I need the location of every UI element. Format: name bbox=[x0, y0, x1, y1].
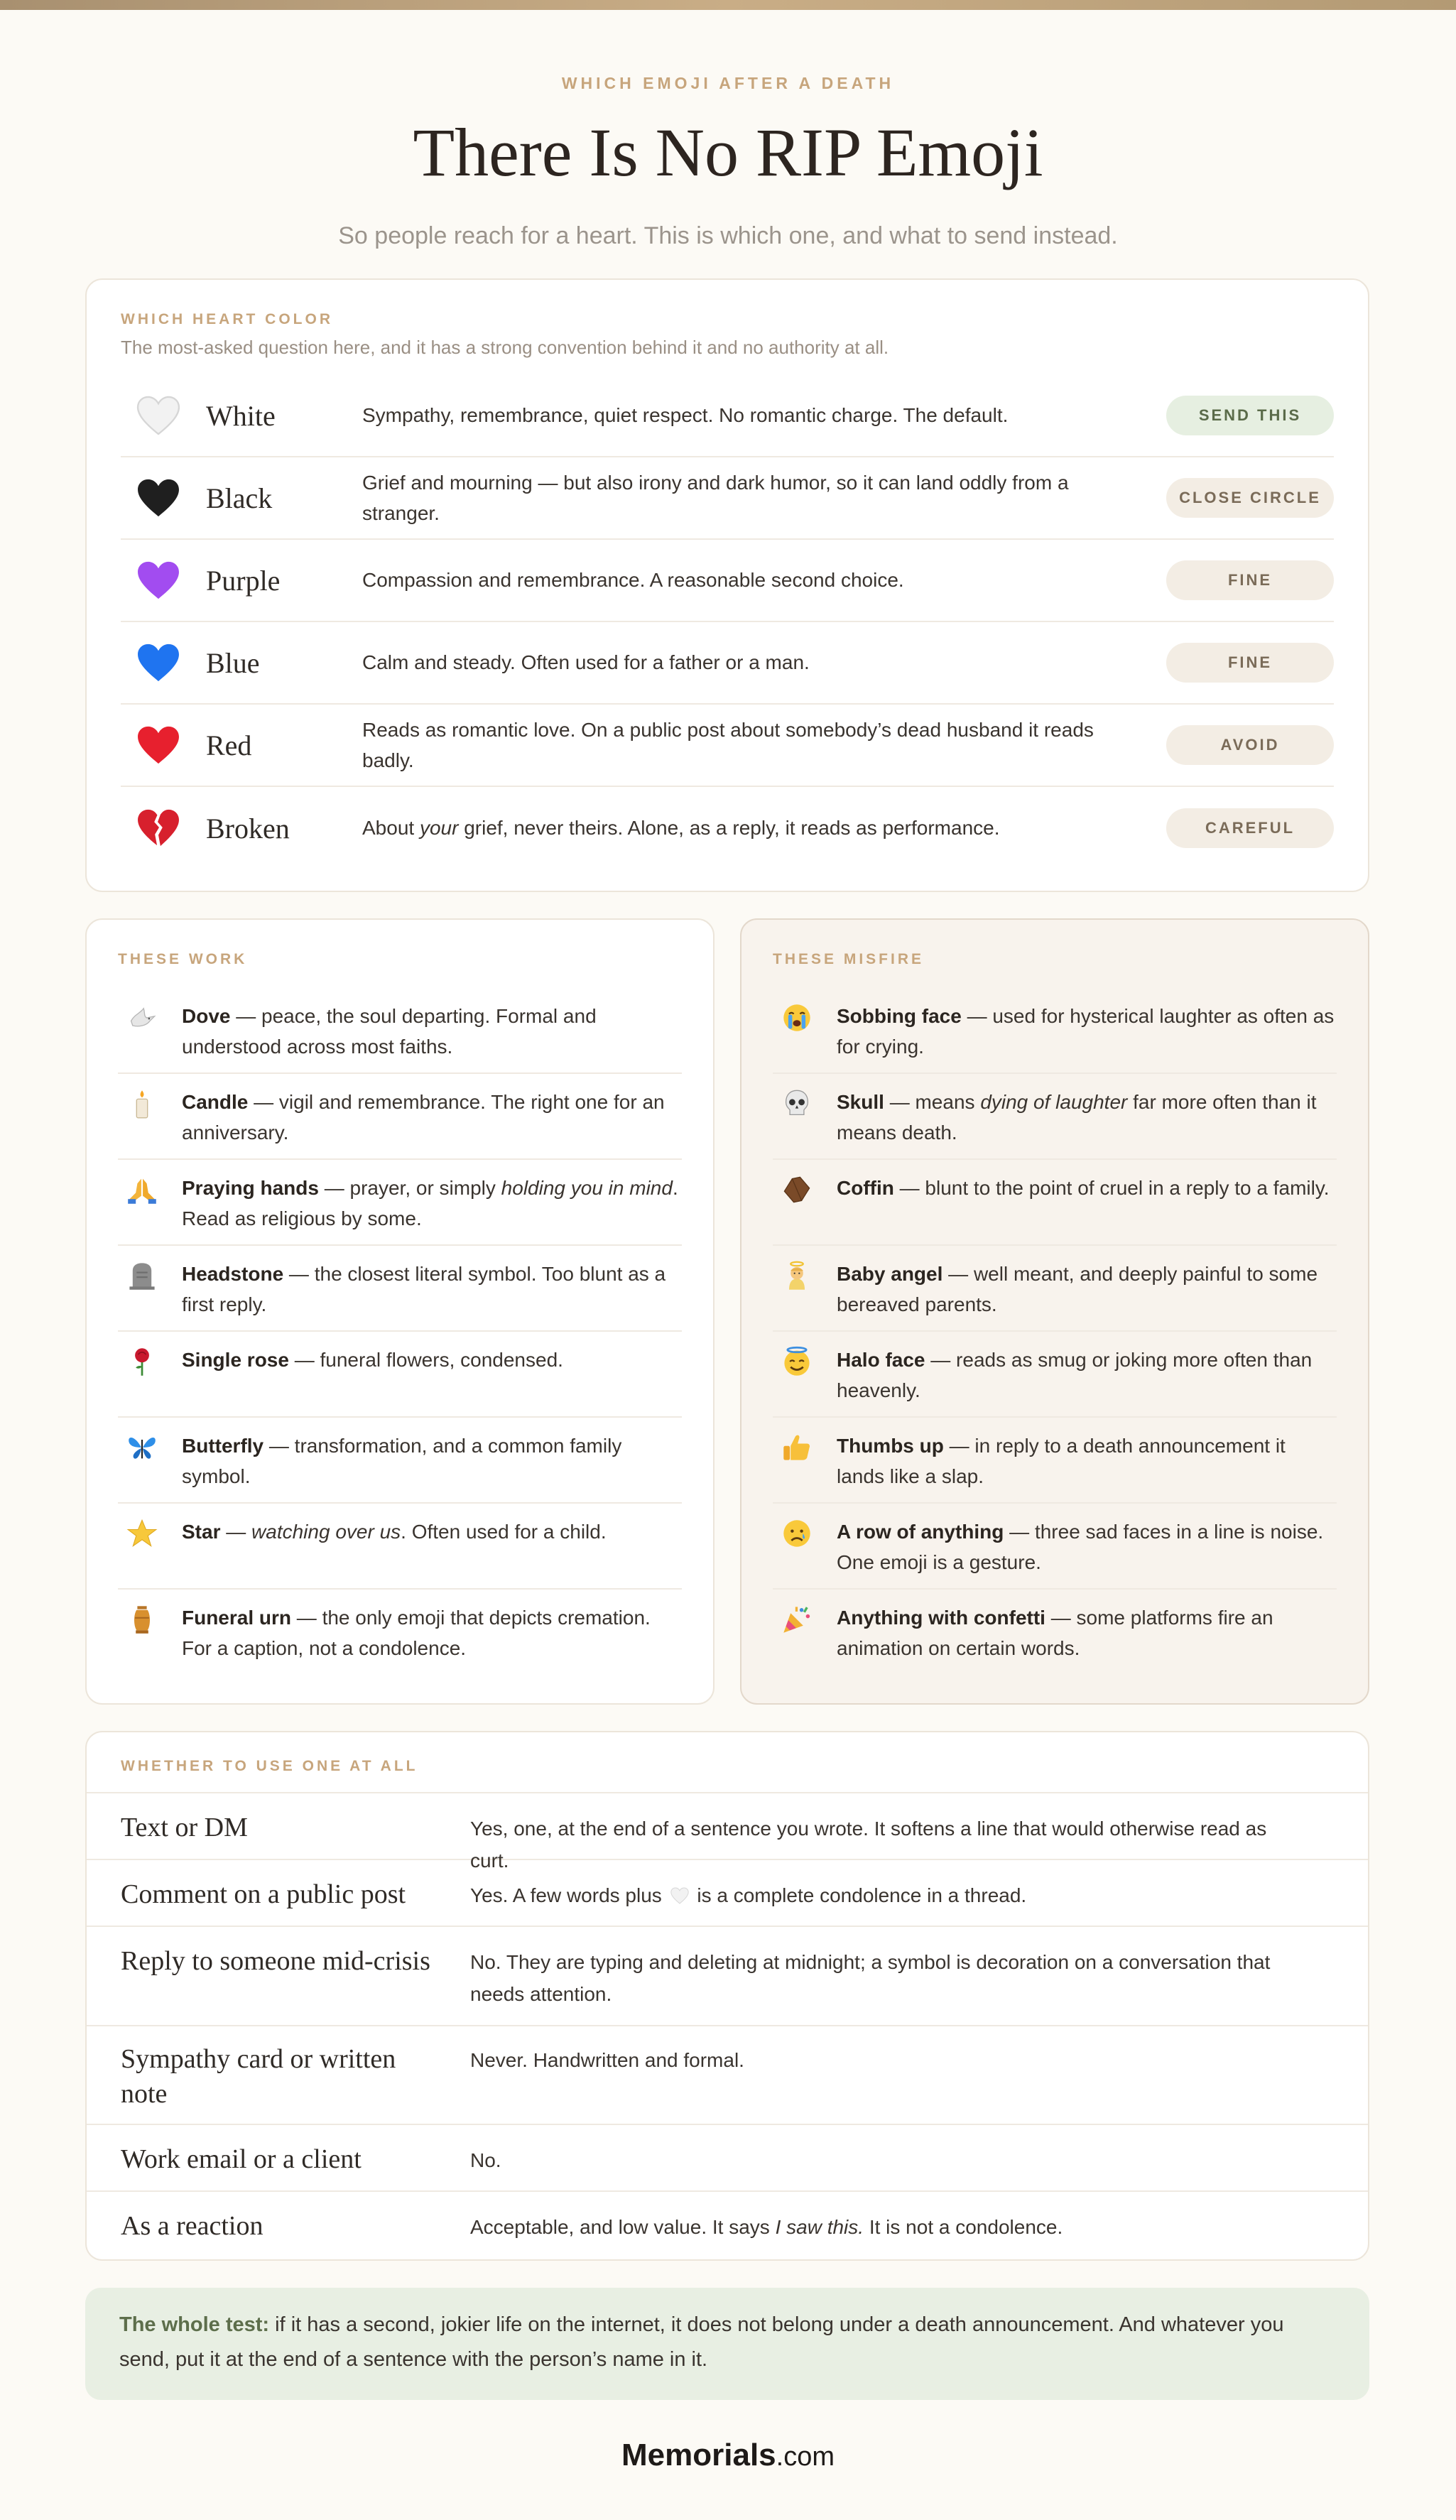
baby-angel-icon bbox=[773, 1259, 837, 1318]
black-heart-icon bbox=[121, 478, 206, 518]
heart-description: Compassion and remembrance. A reasonable second choice. bbox=[362, 569, 904, 592]
footer-logo bbox=[0, 2438, 1456, 2473]
skull-icon bbox=[773, 1087, 837, 1146]
brand-name: Memorials bbox=[621, 2438, 776, 2472]
coffin-icon bbox=[773, 1173, 837, 1232]
list-item: Sobbing face — used for hysterical laughter as often as for crying. bbox=[773, 988, 1337, 1074]
butterfly-icon bbox=[118, 1430, 182, 1489]
section-label: THESE MISFIRE bbox=[773, 951, 925, 967]
list-item: Dove — peace, the soul departing. Formal and understood across most faiths. bbox=[118, 988, 682, 1074]
list-item: Halo face — reads as smug or joking more often than heavenly. bbox=[773, 1332, 1337, 1418]
heart-row-red bbox=[121, 705, 1334, 787]
list-item: Coffin — blunt to the point of cruel in a reply to a family. bbox=[773, 1160, 1337, 1246]
praying-hands-icon bbox=[118, 1173, 182, 1232]
usage-advice: Yes, one, at the end of a sentence you wrote. It softens a line that would otherwise read as curt. bbox=[470, 1818, 1267, 1872]
heart-color-card bbox=[85, 278, 1369, 892]
list-item: Star — watching over us. Often used for a child. bbox=[118, 1504, 682, 1590]
usage-advice: No. They are typing and deleting at midnight; a symbol is decoration on a conversation that needs attention. bbox=[470, 1951, 1271, 2005]
eyebrow: WHICH EMOJI AFTER A DEATH bbox=[561, 74, 895, 92]
top-accent-bar bbox=[0, 0, 1456, 10]
table-row bbox=[87, 1793, 1368, 1872]
red-heart-icon bbox=[121, 725, 206, 765]
list-item: Baby angel — well meant, and deeply painful to some bereaved parents. bbox=[773, 1246, 1337, 1332]
page-header bbox=[0, 10, 1456, 250]
sad-face-icon bbox=[773, 1516, 837, 1575]
table-row bbox=[87, 2192, 1368, 2259]
party-popper-icon bbox=[773, 1602, 837, 1663]
section-label: WHETHER TO USE ONE AT ALL bbox=[121, 1758, 418, 1774]
heart-name: Purple bbox=[206, 564, 281, 597]
these-misfire-card bbox=[740, 918, 1369, 1705]
usage-table-card bbox=[85, 1731, 1369, 2261]
usage-context: Text or DM bbox=[121, 1813, 248, 1842]
heart-row-blue bbox=[121, 622, 1334, 705]
usage-advice: Yes. A few words plus is a complete condolence in a thread. bbox=[470, 1884, 1027, 1906]
status-badge: FINE bbox=[1166, 643, 1334, 683]
page-subtitle: So people reach for a heart. This is which one, and what to send instead. bbox=[338, 222, 1118, 249]
section-label: THESE WORK bbox=[118, 951, 248, 967]
white-heart-icon bbox=[670, 1887, 689, 1904]
usage-advice: Acceptable, and low value. It says I saw this. It is not a condolence. bbox=[470, 2216, 1063, 2238]
list-item: Headstone — the closest literal symbol. Too blunt as a first reply. bbox=[118, 1246, 682, 1332]
headstone-icon bbox=[118, 1259, 182, 1318]
heart-description: Reads as romantic love. On a public post about somebody’s dead husband it reads badly. bbox=[362, 718, 1094, 771]
candle-icon bbox=[118, 1087, 182, 1146]
thumbs-up-icon bbox=[773, 1430, 837, 1489]
heart-row-black bbox=[121, 457, 1334, 540]
list-item: Anything with confetti — some platforms fire an animation on certain words. bbox=[773, 1590, 1337, 1676]
usage-advice: No. bbox=[470, 2149, 501, 2171]
heart-name: Red bbox=[206, 729, 252, 761]
heart-name: Blue bbox=[206, 646, 260, 679]
list-item: Funeral urn — the only emoji that depicts cremation. For a caption, not a condolence. bbox=[118, 1590, 682, 1676]
heart-row-purple bbox=[121, 540, 1334, 622]
heart-description: Grief and mourning — but also irony and dark humor, so it can land oddly from a stranger. bbox=[362, 471, 1069, 524]
table-row bbox=[87, 1927, 1368, 2026]
page-title: There Is No RIP Emoji bbox=[413, 114, 1043, 190]
rose-icon bbox=[118, 1345, 182, 1403]
brand-suffix: .com bbox=[776, 2442, 835, 2472]
these-work-card bbox=[85, 918, 715, 1705]
usage-advice: Never. Handwritten and formal. bbox=[470, 2049, 744, 2071]
callout-text: if it has a second, jokier life on the internet, it does not belong under a death announcement. And whatever you send, put it at the end of a sentence with the person’s name in it. bbox=[119, 2313, 1284, 2372]
status-badge: CAREFUL bbox=[1166, 808, 1334, 848]
heart-description: About your grief, never theirs. Alone, as a reply, it reads as performance. bbox=[362, 817, 1000, 840]
table-row bbox=[87, 2125, 1368, 2192]
dove-icon bbox=[118, 1001, 182, 1060]
usage-context: Sympathy card or written note bbox=[121, 2044, 396, 2109]
heart-row-broken bbox=[121, 787, 1334, 869]
status-badge: FINE bbox=[1166, 560, 1334, 600]
list-item: Candle — vigil and remembrance. The right one for an anniversary. bbox=[118, 1074, 682, 1160]
list-item: Praying hands — prayer, or simply holding you in mind. Read as religious by some. bbox=[118, 1160, 682, 1246]
heart-name: White bbox=[206, 399, 276, 432]
list-item: Butterfly — transformation, and a common family symbol. bbox=[118, 1418, 682, 1504]
white-heart-icon bbox=[121, 396, 206, 435]
section-label: WHICH HEART COLOR bbox=[121, 311, 333, 327]
usage-context: Work email or a client bbox=[121, 2144, 362, 2174]
list-item: A row of anything — three sad faces in a line is noise. One emoji is a gesture. bbox=[773, 1504, 1337, 1590]
halo-face-icon bbox=[773, 1345, 837, 1403]
list-item: Skull — means dying of laughter far more often than it means death. bbox=[773, 1074, 1337, 1160]
broken-heart-icon bbox=[121, 808, 206, 848]
status-badge: SEND THIS bbox=[1166, 396, 1334, 435]
section-description: The most-asked question here, and it has a strong convention behind it and no authority at all. bbox=[121, 337, 889, 358]
list-item: Single rose — funeral flowers, condensed. bbox=[118, 1332, 682, 1418]
star-icon bbox=[118, 1516, 182, 1575]
usage-context: Comment on a public post bbox=[121, 1879, 406, 1909]
heart-description: Calm and steady. Often used for a father or a man. bbox=[362, 651, 810, 674]
heart-name: Black bbox=[206, 482, 273, 514]
blue-heart-icon bbox=[121, 643, 206, 683]
heart-description: Sympathy, remembrance, quiet respect. No romantic charge. The default. bbox=[362, 404, 1009, 427]
status-badge: CLOSE CIRCLE bbox=[1166, 478, 1334, 518]
list-item: Thumbs up — in reply to a death announcement it lands like a slap. bbox=[773, 1418, 1337, 1504]
heart-name: Broken bbox=[206, 812, 290, 844]
status-badge: AVOID bbox=[1166, 725, 1334, 765]
callout-lead: The whole test: bbox=[119, 2313, 270, 2336]
whole-test-callout bbox=[85, 2288, 1369, 2400]
table-row bbox=[87, 2026, 1368, 2125]
usage-context: As a reaction bbox=[121, 2211, 264, 2241]
usage-context: Reply to someone mid-crisis bbox=[121, 1946, 430, 1976]
heart-row-white bbox=[121, 375, 1334, 457]
purple-heart-icon bbox=[121, 560, 206, 600]
sobbing-face-icon bbox=[773, 1001, 837, 1060]
urn-icon bbox=[118, 1602, 182, 1663]
